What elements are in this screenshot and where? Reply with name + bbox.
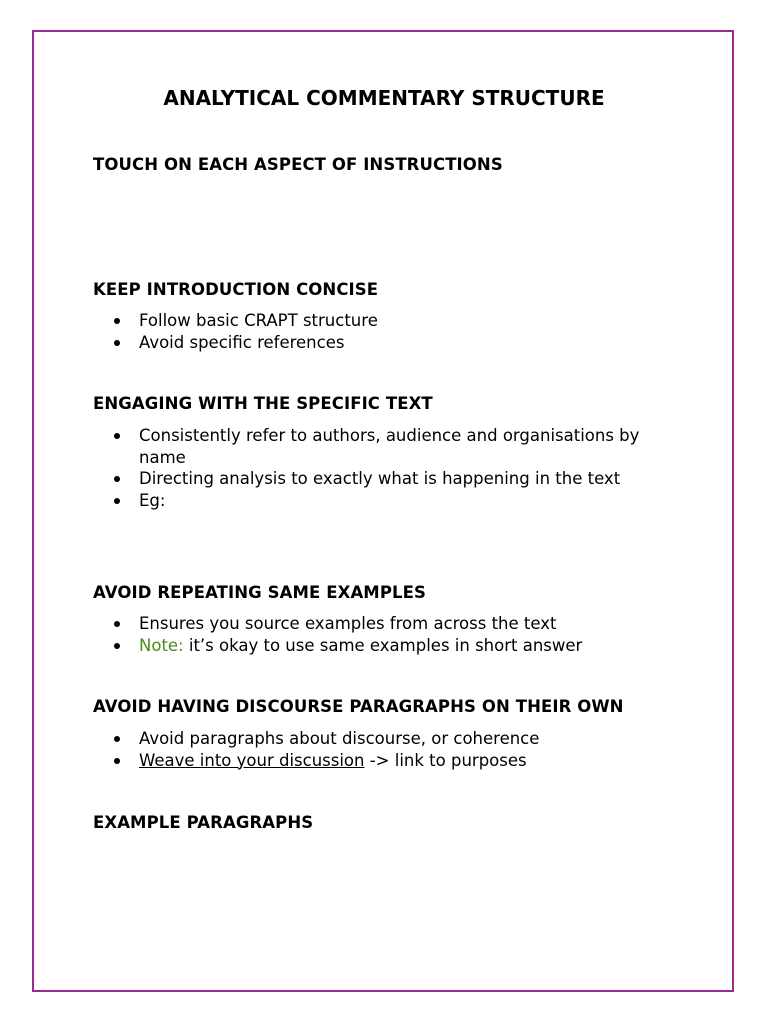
document-title: ANALYTICAL COMMENTARY STRUCTURE	[163, 86, 605, 110]
list-item: Eg:	[93, 490, 683, 512]
bullet-icon	[114, 340, 120, 346]
list-item: Consistently refer to authors, audience and organisations by name	[93, 425, 683, 468]
section-heading-specific-text: ENGAGING WITH THE SPECIFIC TEXT	[93, 394, 433, 413]
bullet-icon	[114, 476, 120, 482]
bullet-icon	[114, 621, 120, 627]
section-heading-instructions: TOUCH ON EACH ASPECT OF INSTRUCTIONS	[93, 155, 503, 174]
bullet-icon	[114, 318, 120, 324]
section-heading-discourse-paragraphs: AVOID HAVING DISCOURSE PARAGRAPHS ON THEIR OWN	[93, 697, 624, 716]
introduction-bullet-list	[93, 310, 683, 353]
bullet-icon	[114, 498, 120, 504]
bullet-icon	[114, 433, 120, 439]
section-heading-example-paragraphs: EXAMPLE PARAGRAPHS	[93, 813, 314, 832]
list-item: Ensures you source examples from across the text	[93, 613, 683, 635]
bullet-icon	[114, 758, 120, 764]
underlined-phrase: Weave into your discussion	[139, 750, 365, 770]
list-item: Weave into your discussion -> link to purposes	[93, 750, 683, 772]
section-heading-repeating-examples: AVOID REPEATING SAME EXAMPLES	[93, 583, 426, 602]
list-item: Follow basic CRAPT structure	[93, 310, 683, 332]
list-item: Note: it’s okay to use same examples in short answer	[93, 635, 683, 657]
specific-text-bullet-list	[93, 425, 683, 511]
note-label: Note:	[139, 635, 184, 655]
list-item: Avoid paragraphs about discourse, or coherence	[93, 728, 683, 750]
bullet-icon	[114, 643, 120, 649]
list-item: Directing analysis to exactly what is happening in the text	[93, 468, 683, 490]
bullet-icon	[114, 736, 120, 742]
section-heading-introduction: KEEP INTRODUCTION CONCISE	[93, 280, 379, 299]
repeating-examples-bullet-list	[93, 613, 683, 656]
discourse-bullet-list	[93, 728, 683, 771]
list-item: Avoid specific references	[93, 332, 683, 354]
